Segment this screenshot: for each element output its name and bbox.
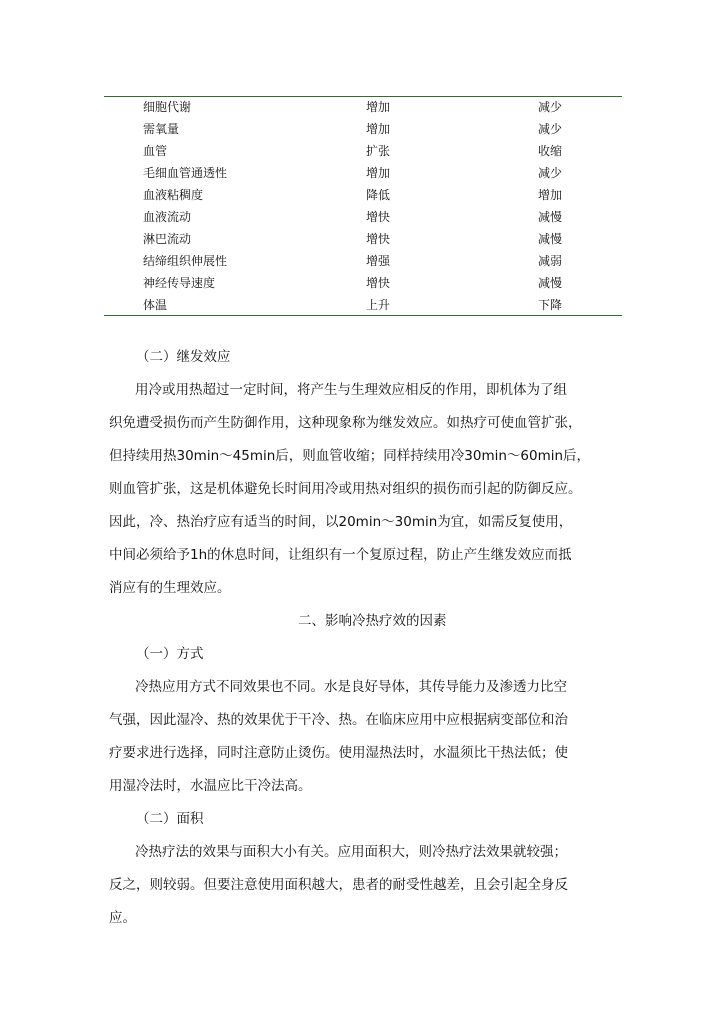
heat-effect: 增加 (366, 100, 391, 114)
row-item: 需氧量 (143, 122, 180, 136)
paragraph-line: 中间必须给予1h的休息时间，让组织有一个复原过程，防止产生继发效应而抵 (109, 547, 572, 563)
heat-effect: 扩张 (366, 144, 391, 158)
cold-effect: 收缩 (538, 144, 563, 158)
table-row (104, 250, 622, 272)
heat-effect: 增加 (366, 166, 391, 180)
cold-effect: 减慢 (538, 276, 563, 290)
table-bottom-rule (104, 315, 622, 316)
section-secondary-heading: （二）继发效应 (136, 349, 231, 365)
paragraph-line: 冷热疗法的效果与面积大小有关。应用面积大，则冷热疗法效果就较强； (135, 844, 567, 860)
heat-effect: 增快 (366, 232, 391, 246)
row-item: 血液粘稠度 (143, 188, 204, 202)
cold-effect: 减慢 (538, 232, 563, 246)
row-item: 细胞代谢 (143, 100, 192, 114)
chapter-heading: 二、影响冷热疗效的因素 (298, 613, 447, 629)
paragraph-line: 用冷或用热超过一定时间，将产生与生理效应相反的作用，即机体为了组 (135, 382, 567, 398)
cold-effect: 减少 (538, 100, 563, 114)
row-item: 体温 (143, 298, 168, 312)
heat-effect: 增快 (366, 210, 391, 224)
paragraph-line: 疗要求进行选择，同时注意防止烫伤。使用湿热法时，水温须比干热法低；使 (109, 745, 568, 761)
table-row (104, 118, 622, 140)
row-item: 淋巴流动 (143, 232, 192, 246)
table-row (104, 184, 622, 206)
heat-effect: 上升 (366, 298, 391, 312)
cold-effect: 增加 (538, 188, 563, 202)
paragraph-line: 冷热应用方式不同效果也不同。水是良好导体，其传导能力及渗透力比空 (135, 679, 567, 695)
paragraph-line: 因此，冷、热治疗应有适当的时间，以20min～30min为宜，如需反复使用， (109, 514, 573, 530)
table-row (104, 162, 622, 184)
heat-effect: 增强 (366, 254, 391, 268)
cold-effect: 减少 (538, 122, 563, 136)
paragraph-line: 用湿冷法时，水温应比干冷法高。 (109, 778, 312, 794)
cold-effect: 下降 (538, 298, 563, 312)
row-item: 结缔组织伸展性 (143, 254, 228, 268)
paragraph-line: 气强，因此湿冷、热的效果优于干冷、热。在临床应用中应根据病变部位和治 (109, 712, 568, 728)
row-item: 血管 (143, 144, 168, 158)
paragraph-line: 织免遭受损伤而产生防御作用，这种现象称为继发效应。如热疗可使血管扩张， (109, 415, 582, 431)
paragraph-line: 反之，则较弱。但要注意使用面积越大，患者的耐受性越差，且会引起全身反 (109, 877, 568, 893)
heat-effect: 增加 (366, 122, 391, 136)
row-item: 毛细血管通透性 (143, 166, 228, 180)
table-row (104, 272, 622, 294)
cold-effect: 减弱 (538, 254, 563, 268)
cold-effect: 减慢 (538, 210, 563, 224)
paragraph-line: 应。 (109, 910, 136, 926)
paragraph-line: 但持续用热30min～45min后，则血管收缩；同样持续用冷30min～60min后， (109, 448, 591, 464)
heat-effect: 增快 (366, 276, 391, 290)
table-row (104, 294, 622, 316)
table-row (104, 228, 622, 250)
section-method-heading: （一）方式 (136, 646, 204, 662)
row-item: 血液流动 (143, 210, 192, 224)
table-row (104, 140, 622, 162)
row-item: 神经传导速度 (143, 276, 216, 290)
paragraph-line: 则血管扩张，这是机体避免长时间用冷或用热对组织的损伤而引起的防御反应。 (109, 481, 582, 497)
paragraph-line: 消应有的生理效应。 (109, 580, 231, 596)
table-row (104, 206, 622, 228)
cold-effect: 减少 (538, 166, 563, 180)
section-area-heading: （二）面积 (136, 811, 204, 827)
heat-effect: 降低 (366, 188, 391, 202)
table-row (104, 96, 622, 118)
